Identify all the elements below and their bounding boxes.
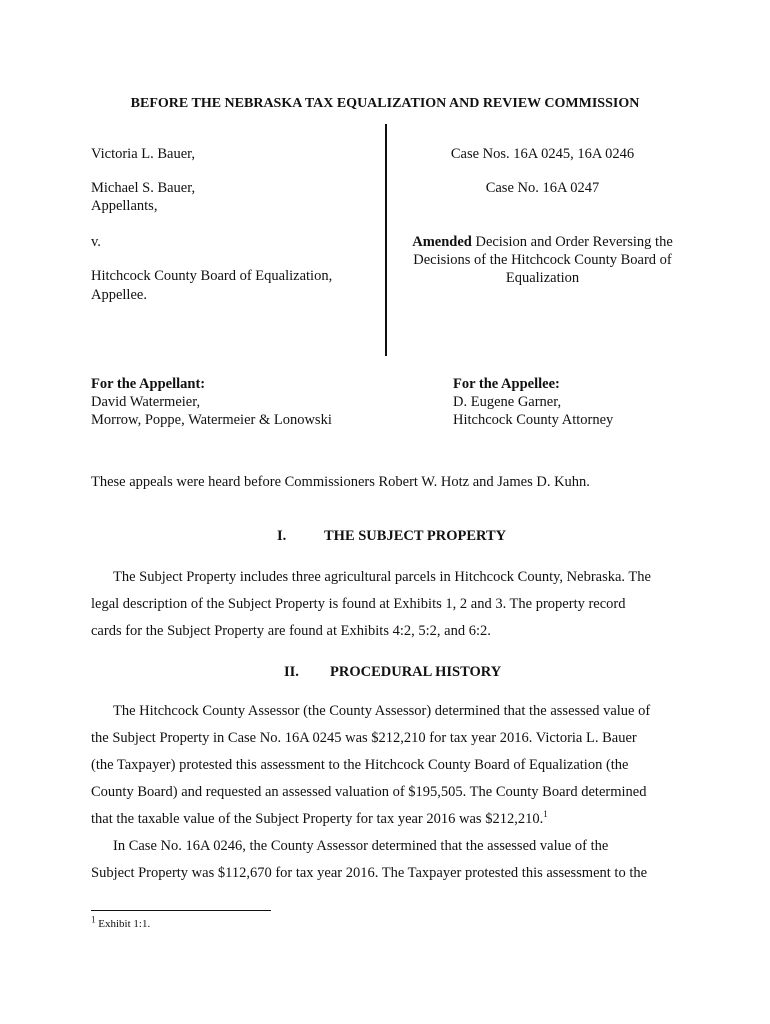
paragraph-line-with-footnote (91, 806, 691, 833)
paragraph-line: (the Taxpayer) protested this assessment to the Hitchcock County Board of Equalization (the (91, 757, 629, 773)
appellee-label: Appellee. (91, 287, 147, 303)
hearing-statement: These appeals were heard before Commissioners Robert W. Hotz and James D. Kuhn. (91, 474, 590, 490)
section-2-heading: PROCEDURAL HISTORY (330, 664, 502, 680)
footnote (91, 914, 151, 932)
appellant-counsel-label: For the Appellant: (91, 376, 206, 392)
amended-label: Amended (412, 234, 472, 250)
versus-label: v. (91, 234, 101, 250)
case-numbers: Case Nos. 16A 0245, 16A 0246 (450, 146, 635, 162)
paragraph-line: Subject Property was $112,670 for tax year 2016. The Taxpayer protested this assessment to the (91, 865, 648, 881)
appellee-counsel-label: For the Appellee: (453, 376, 560, 392)
paragraph-line: In Case No. 16A 0246, the County Assessor determined that the assessed value of the (113, 838, 609, 854)
footnote-divider (91, 910, 271, 911)
caption-divider (385, 124, 387, 356)
order-title (400, 233, 685, 287)
appellant-name-2: Michael S. Bauer, (91, 180, 196, 196)
paragraph-line: the Subject Property in Case No. 16A 0245 was $212,210 for tax year 2016. Victoria L. Bauer (91, 730, 637, 746)
document-title: BEFORE THE NEBRASKA TAX EQUALIZATION AND REVIEW COMMISSION (130, 96, 640, 111)
section-2-numeral: II. (284, 664, 299, 680)
paragraph-line: The Subject Property includes three agricultural parcels in Hitchcock County, Nebraska. The (113, 569, 651, 585)
order-title-line-2: Decisions of the Hitchcock County Board of (413, 252, 672, 269)
paragraph-line: County Board) and requested an assessed valuation of $195,505. The County Board determined (91, 784, 647, 800)
appellee-counsel-name: D. Eugene Garner, (453, 394, 562, 410)
footnote-text: Exhibit 1:1. (95, 918, 151, 930)
appellant-counsel-firm: Morrow, Poppe, Watermeier & Lonowski (91, 412, 332, 428)
footnote-reference[interactable]: 1 (543, 809, 548, 820)
appellant-name-1: Victoria L. Bauer, (91, 146, 196, 162)
paragraph-line: that the taxable value of the Subject Property for tax year 2016 was $212,210. (91, 811, 544, 827)
section-1-heading: THE SUBJECT PROPERTY (324, 528, 507, 544)
order-title-line-3: Equalization (505, 270, 580, 287)
footnote-number: 1 (91, 914, 96, 925)
appellee-name: Hitchcock County Board of Equalization, (91, 268, 333, 284)
paragraph-line: legal description of the Subject Property is found at Exhibits 1, 2 and 3. The property record (91, 596, 626, 612)
paragraph-line: cards for the Subject Property are found at Exhibits 4:2, 5:2, and 6:2. (91, 623, 491, 639)
case-number: Case No. 16A 0247 (485, 180, 600, 196)
section-1-numeral: I. (277, 528, 287, 544)
appellant-counsel-name: David Watermeier, (91, 394, 201, 410)
order-title-line-1: Decision and Order Reversing the (471, 234, 673, 250)
appellee-counsel-firm: Hitchcock County Attorney (453, 412, 614, 428)
paragraph-line: The Hitchcock County Assessor (the County Assessor) determined that the assessed value of (113, 703, 651, 719)
appellants-label: Appellants, (91, 198, 158, 214)
section-2-paragraph (91, 698, 691, 887)
section-1-paragraph (91, 564, 691, 645)
